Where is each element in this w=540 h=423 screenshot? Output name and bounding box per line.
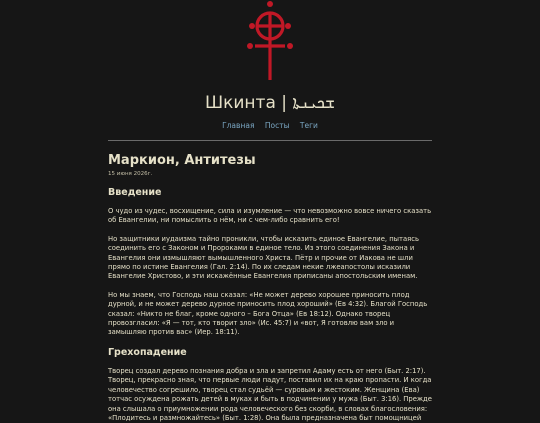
paragraph: Творец создал дерево познания добра и зла и запретил Адаму есть от него (Быт. 2:17). Творец, прекрасно зная, что первые люди падут, поставил их на краю пропасти. И когда человечество согрешило, творец стал судьёй — суровым и жестоким. Женщина (Ева) тотчас осуждена рожать детей в муках и быть в подчинении у мужа (Быт. 3:16). Прежде она слышала о приумножении рода человеческого без скорби, в словах благословения: «Плодитесь и размножайтесь» (Быт. 1:28). Она была предназначена быт помощницей <box>108 366 432 422</box>
nav-link-posts[interactable]: Посты <box>264 121 290 130</box>
paragraph: О чудо из чудес, восхищение, сила и изумление — что невозможно вовсе ничего сказать об Евангелии, ни помыслить о нём, ни с чем-либо сравнить его! <box>108 207 432 225</box>
main-nav <box>0 121 540 131</box>
nav-link-home[interactable]: Главная <box>222 121 255 130</box>
post-content <box>108 153 432 423</box>
site-title[interactable] <box>0 92 540 114</box>
section-heading-fall: Грехопадение <box>108 346 187 358</box>
site-header <box>0 0 540 131</box>
cross-ankh-icon[interactable] <box>0 0 540 82</box>
site-title-syriac: ܫܟܝܢܬܐ <box>292 93 336 113</box>
paragraph: Но защитники иудаизма тайно проникли, чтобы исказить единое Евангелие, пытаясь соединить его с Законом и Пророками в единое тело. Из этого соединения Закона и Евангелия они измышляют вымышленного Христа. Пётр и прочие от Иакова не шли прямо по истине Евангелия (Гал. 2:14). По их следам некие лжеапостолы исказили Евангелие Христово, и эти искажённые Евангелия приписаны апостольским именам. <box>108 234 419 281</box>
nav-link-tags[interactable]: Теги <box>299 121 318 130</box>
paragraph: Но мы знаем, что Господь наш сказал: «Не может дерево хорошее приносить плод дурной, и не может дерево дурное приносить плод хороший» (Ев 4:32). Благой Господь сказал: «Никто не благ, кроме одного – Бога Отца» (Ев 18:12). Однако творец провозгласил: «Я — тот, кто творит зло» (Ис. 45:7) и «вот, Я готовлю вам зло и замышляю против вас» (Иер. 18:11). <box>108 290 428 337</box>
post-date: 15 июня 2026г. <box>108 171 153 177</box>
section-heading-intro: Введение <box>108 187 162 198</box>
site-title-text: Шкинта | <box>204 93 287 113</box>
post-title: Маркион, Антитезы <box>108 153 256 168</box>
header-divider <box>108 140 432 141</box>
